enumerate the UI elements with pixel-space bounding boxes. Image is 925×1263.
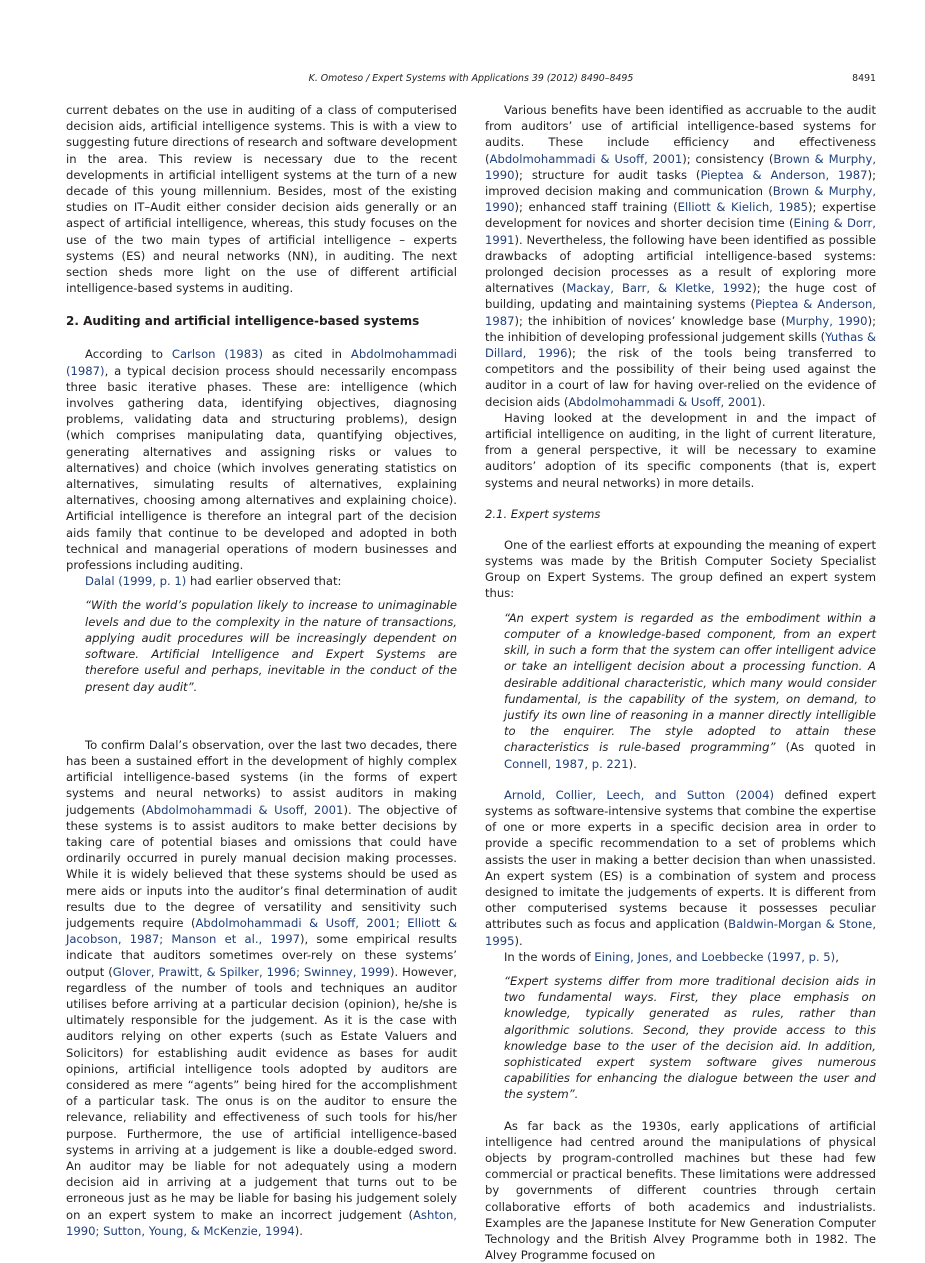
citation-link[interactable]: Brown & Murphy, 1990 [485,151,877,182]
paragraph-history: As far back as the 1930s, early applications of artificial intelligence had centred around the manipulations of physical objects by program-controlled machines but these had few commercial or practical benefits. These limitations were addressed by governments of different countries through certain collaborative efforts of both academics and industrialists. Examples are the Japanese Institute for New Generation Computer Technology and the British Alvey Programme both in 1982. The Alvey Programme focused on [485,1118,876,1263]
citation-link[interactable]: Dalal (1999, p. 1) [85,574,187,589]
citation-link[interactable]: Glover, Prawitt, & Spilker, 1996; Swinney, 1999 [112,964,390,979]
paragraph-arnold-definition: Arnold, Collier, Leech, and Sutton (2004) defined expert systems as software-intensive systems that combine the expertise of one or more experts in a specific decision area in order to provide a specific recommendation to a set of problems which assists the user in making a better decision than when unassisted. An expert system (ES) is a combination of system and process designed to imitate the judgements of experts. It is different from other computerised systems because it possesses peculiar attributes such as focus and application (Baldwin-Morgan & Stone, 1995). [485,787,876,948]
left-column [66,102,457,1239]
citation-link[interactable]: Abdolmohammadi & Usoff, 2001; Elliott & Jacobson, 1987; Manson et al., 1997 [66,915,457,947]
citation-link[interactable]: Connell, 1987, p. 221 [504,756,629,771]
paragraph-dalal-intro: Dalal (1999, p. 1) had earlier observed that: [85,574,342,589]
citation-link[interactable]: Abdolmohammadi & Usoff, 2001 [489,151,683,166]
subsection-heading: 2.1. Expert systems [485,506,601,521]
running-title: K. Omoteso / Expert Systems with Applications 39 (2012) 8490–8495 [308,73,634,84]
citation-link[interactable]: Pieptea & Anderson, 1987 [700,167,868,182]
section-heading: 2. Auditing and artificial intelligence-based systems [66,314,420,329]
paragraph-transition: Having looked at the development in and the impact of artificial intelligence on auditing, in the light of current literature, from a general perspective, it will be necessary to examine auditors’ adoption of its specific components (that is, expert systems and neural networks) in more details. [485,410,876,490]
citation-link[interactable]: Eining & Dorr, 1991 [485,216,876,247]
citation-link[interactable]: Eining, Jones, and Loebbecke (1997, p. 5) [594,949,836,964]
paragraph-dalal-confirmation: To confirm Dalal’s observation, over the last two decades, there has been a sustained effort in the development of highly complex artificial intelligence-based systems (in the forms of expert systems and neural networks) to assist auditors in making judgements (Abdolmohammadi & Usoff, 2001). The objective of these systems is to assist auditors to make better decisions by taking care of potential biases and omissions that could have ordinarily occurred in purely manual decision making processes. While it is widely believed that these systems should be used as mere aids or inputs into the auditor’s final determination of audit results due to the degree of versatility and sensitivity such judgements require (Abdolmohammadi & Usoff, 2001; Elliott & Jacobson, 1987; Manson et al., 1997), some empirical results indicate that auditors sometimes over-rely on these systems’ output (Glover, Prawitt, & Spilker, 1996; Swinney, 1999). However, regardless of the number of tools and techniques an auditor utilises before arriving at a particular decision (opinion), he/she is ultimately responsible for the judgement. As it is the case with auditors relying on other experts (such as Estate Valuers and Solicitors) for establishing audit evidence as bases for audit opinions, artificial intelligence tools adopted by auditors are considered as mere “agents” being hired for the accomplishment of a particular task. The onus is on the auditor to ensure the relevance, reliability and effectiveness of such tools for his/her purpose. Furthermore, the use of artificial intelligence-based systems in arriving at a judgement is like a double-edged sword. An auditor may be liable for not adequately using a modern decision aid in arriving at a judgement that turns out to be erroneous just as he may be liable for basing his judgement solely on an expert system to make an incorrect judgement (Ashton, 1990; Sutton, Young, & McKenzie, 1994). [66,737,457,1238]
block-quote-bcs: “An expert system is regarded as the embodiment within a computer of a knowledge-based component, from an expert skill, in such a form that the system can offer intelligent advice or take an intelligent decision about a processing function. A desirable additional characteristic, which many would consider fundamental, is the capability of the system, on demand, to justify its own line of reasoning in a manner directly intelligible to the enquirer. The style adopted to attain these characteristics is rule-based programming” (As quoted in Connell, 1987, p. 221). [504,610,876,771]
citation-link[interactable]: Arnold, Collier, Leech, and Sutton (2004) [504,787,775,802]
citation-link[interactable]: Brown & Murphy, 1990 [485,184,877,215]
citation-link[interactable]: Baldwin-Morgan & Stone, 1995 [485,917,876,948]
citation-link[interactable]: Ashton, 1990; Sutton, Young, & McKenzie, 1994 [66,1207,457,1238]
paragraph-eining-intro: In the words of Eining, Jones, and Loebbecke (1997, p. 5), [504,949,839,964]
citation-link[interactable]: Abdolmohammadi (1987) [66,347,457,378]
citation-link[interactable]: Murphy, 1990 [785,313,868,328]
right-column [485,102,876,1263]
citation-link[interactable]: Pieptea & Anderson, 1987 [485,297,876,328]
citation-link[interactable]: Yuthas & Dillard, 1996 [485,329,876,361]
block-quote-dalal: “With the world’s population likely to increase to unimaginable levels and due to the complexity in the nature of transactions, applying audit procedures will be increasingly dependent on software. Artificial Intelligence and Expert Systems are therefore useful and perhaps, inevitable in the conduct of the present day audit”. [85,598,457,694]
citation-link[interactable]: Elliott & Kielich, 1985 [677,200,808,215]
page-number: 8491 [852,73,876,84]
running-header [66,71,876,87]
block-quote-eining: “Expert systems differ from more traditional decision aids in two fundamental ways. First, they place emphasis on knowledge, typically generated as rules, rather than algorithmic solutions. Second, they provide access to this knowledge base to the user of the decision aid. In addition, sophisticated expert system software gives numerous capabilities for enhancing the dialogue between the user and the system”. [504,973,876,1102]
paragraph-benefits: Various benefits have been identified as accruable to the audit from auditors’ use of artificial intelligence-based systems for audits. These include efficiency and effectiveness (Abdolmohammadi & Usoff, 2001); consistency (Brown & Murphy, 1990); structure for audit tasks (Pieptea & Anderson, 1987); improved decision making and communication (Brown & Murphy, 1990); enhanced staff training (Elliott & Kielich, 1985); expertise development for novices and shorter decision time (Eining & Dorr, 1991). Nevertheless, the following have been identified as possible drawbacks of adopting artificial intelligence-based systems: prolonged decision processes as a result of exploring more alternatives (Mackay, Barr, & Kletke, 1992); the huge cost of building, updating and maintaining systems (Pieptea & Anderson, 1987); the inhibition of novices’ knowledge base (Murphy, 1990); the inhibition of developing professional judgement skills (Yuthas & Dillard, 1996); the risk of the tools being transferred to competitors and the possibility of their being used against the auditor in a court of law for having over-relied on the evidence of decision aids (Abdolmohammadi & Usoff, 2001). [485,103,877,409]
citation-link[interactable]: Carlson (1983) [171,347,263,362]
paragraph-bcs-definition-intro: One of the earliest efforts at expounding the meaning of expert systems was made by the British Computer Society Specialist Group on Expert Systems. The group defined an expert system thus: [485,537,876,601]
citation-link[interactable]: Abdolmohammadi & Usoff, 2001 [568,394,758,409]
paragraph-intro-continued: current debates on the use in auditing of a class of computerised decision aids, artificial intelligence systems. This is with a view to suggesting future directions of research and software development in the area. This review is necessary due to the recent developments in artificial intelligent systems at the turn of a new decade of this young millennium. Besides, most of the existing studies on IT–Audit either consider decision aids generally or an aspect of artificial intelligence, whereas, this study focuses on the use of the two main types of artificial intelligence – experts systems (ES) and neural networks (NN), in auditing. The next section sheds more light on the use of different artificial intelligence-based systems in auditing. [66,103,457,296]
paragraph-decision-process: According to Carlson (1983) as cited in Abdolmohammadi (1987), a typical decision process should necessarily encompass three basic iterative phases. These are: intelligence (which involves gathering data, identifying objectives, diagnosing problems, validating data and structuring problems), design (which comprises manipulating data, quantifying objectives, generating alternatives and assigning risks or values to alternatives) and choice (which involves generating statistics on alternatives, simulating results of alternatives, explaining alternatives, choosing among alternatives and explaining choice). Artificial intelligence is therefore an integral part of the decision aids family that continue to be developed and adopted in both technical and managerial operations of modern businesses and professions including auditing. [66,347,457,573]
citation-link[interactable]: Mackay, Barr, & Kletke, 1992 [566,281,753,296]
citation-link[interactable]: Abdolmohammadi & Usoff, 2001 [145,802,344,817]
